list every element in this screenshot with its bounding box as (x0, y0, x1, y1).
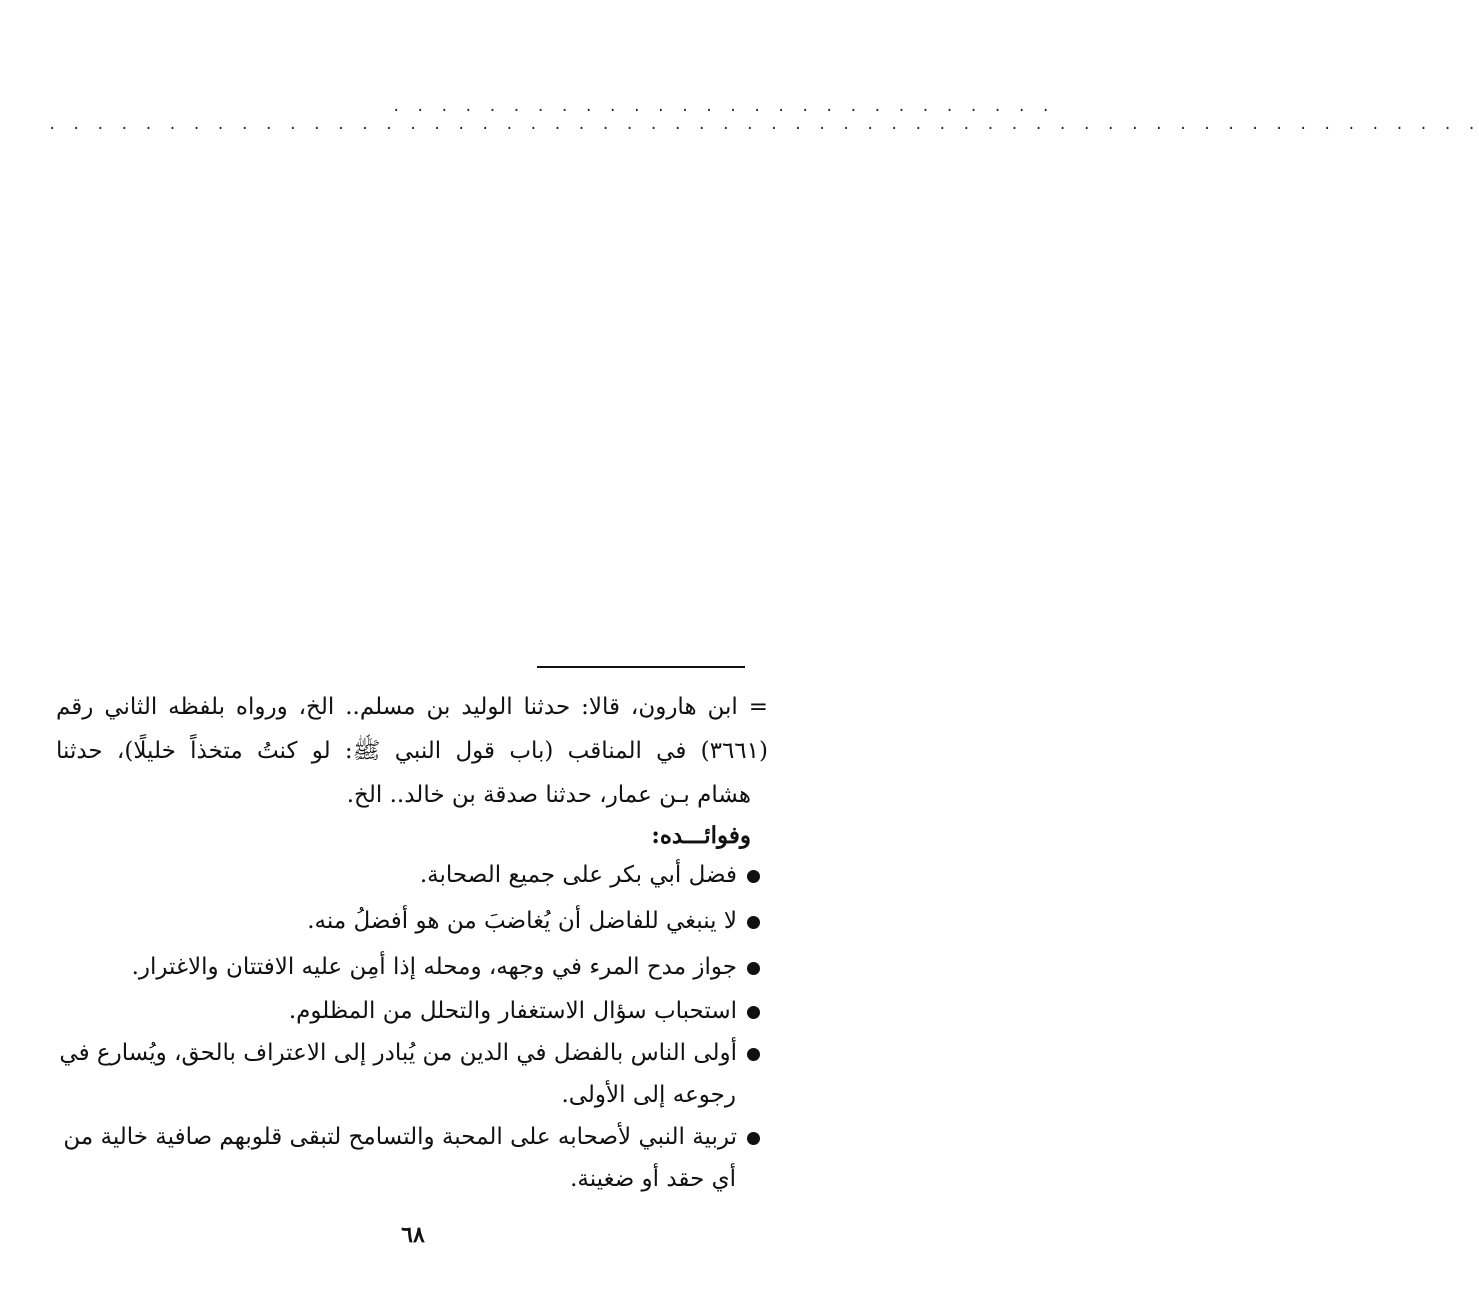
benefit-item (307, 908, 760, 936)
benefit-text: استحباب سؤال الاستغفار والتحلل من المظلوم. (288, 998, 737, 1024)
benefit-continuation: رجوعه إلى الأولى. (561, 1082, 736, 1108)
bullet-icon (747, 1006, 760, 1019)
benefit-text: أولى الناس بالفضل في الدين من يُبادر إلى الاعتراف بالحق، ويُسارع في (59, 1040, 737, 1066)
bullet-icon (747, 870, 760, 883)
dotted-leader-upper: . . . . . . . . . . . . . . . . . . . . . . . . . . . . (392, 99, 1054, 115)
footnote-separator (537, 666, 745, 668)
benefit-item (289, 998, 760, 1026)
footnote-line-3: هشام بـن عمار، حدثنا صدقة بن خالد.. الخ. (346, 782, 751, 808)
footnote-line-1: = ابن هارون، قالا: حدثنا الوليد بن مسلم.. الخ، ورواه بلفظه الثاني رقم (56, 694, 768, 720)
benefit-item (63, 1124, 760, 1152)
benefit-item (420, 862, 760, 890)
footnote-line-2: (٣٦٦١) في المناقب (باب قول النبي ﷺ: لو كنتُ متخذاً خليلًا)، حدثنا (56, 738, 768, 764)
bullet-icon (747, 962, 760, 975)
benefit-item (132, 954, 760, 982)
benefit-text: تربية النبي لأصحابه على المحبة والتسامح لتبقى قلوبهم صافية خالية من (63, 1124, 737, 1150)
dotted-leader-lower: . . . . . . . . . . . . . . . . . . . . . . . . . . . . . . . . . . . . . . . . . . . . . . . . . . . . . . . . . . . . (48, 117, 1479, 133)
bullet-icon (747, 1132, 760, 1145)
bullet-icon (747, 1048, 760, 1061)
benefit-text: لا ينبغي للفاضل أن يُغاضبَ من هو أفضلُ منه. (307, 908, 737, 934)
benefit-text: جواز مدح المرء في وجهه، ومحله إذا أمِن عليه الافتتان والاغترار. (131, 954, 737, 980)
benefit-continuation: أي حقد أو ضغينة. (570, 1166, 736, 1192)
benefit-item (59, 1040, 760, 1068)
bullet-icon (747, 916, 760, 929)
page-number: ٦٨ (401, 1222, 425, 1248)
benefits-heading: وفوائـــده: (651, 822, 751, 849)
benefit-text: فضل أبي بكر على جميع الصحابة. (419, 862, 737, 888)
